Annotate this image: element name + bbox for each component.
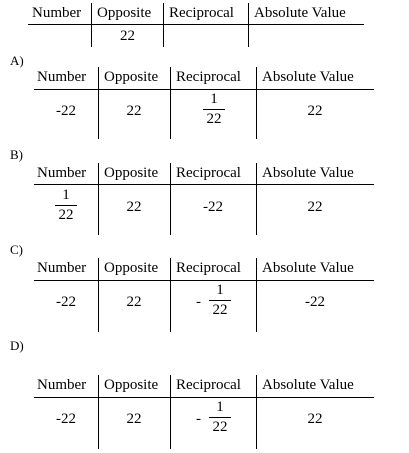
fraction-numerator: 1: [210, 91, 218, 107]
cell-reciprocal-fraction: [203, 282, 237, 319]
fraction-denominator: 22: [212, 302, 228, 318]
cell-absolute-value: 22: [307, 411, 323, 427]
fraction-denominator: 22: [58, 207, 74, 223]
option-label: B): [10, 147, 23, 162]
option-label: A): [10, 53, 24, 68]
cell-absolute-value: 22: [307, 103, 323, 119]
header-reciprocal: Reciprocal: [176, 165, 241, 181]
cell-reciprocal-fraction: [197, 91, 231, 128]
cell-absolute-value: 22: [307, 199, 323, 215]
column-divider: [170, 375, 171, 449]
header-absolute-value: Absolute Value: [254, 5, 346, 21]
cell-reciprocal: -22: [203, 199, 223, 215]
fraction-numerator: 1: [216, 399, 224, 415]
cell-reciprocal-fraction: [203, 399, 237, 436]
header-absolute-value: Absolute Value: [262, 165, 354, 181]
header-opposite: Opposite: [97, 5, 152, 21]
header-number: Number: [37, 165, 87, 181]
option-label: C): [10, 242, 23, 257]
header-number: Number: [37, 260, 87, 276]
column-divider: [248, 3, 249, 47]
fraction-denominator: 22: [212, 419, 228, 435]
header-rule: [34, 397, 374, 398]
header-absolute-value: Absolute Value: [262, 260, 354, 276]
header-number: Number: [37, 69, 87, 85]
header-opposite: Opposite: [104, 69, 159, 85]
fraction-bar: [209, 300, 231, 301]
fraction-bar: [203, 109, 225, 110]
cell-number: -22: [56, 294, 76, 310]
header-reciprocal: Reciprocal: [176, 69, 241, 85]
cell-opposite: 22: [126, 199, 142, 215]
option-label: D): [10, 338, 24, 353]
header-reciprocal: Reciprocal: [176, 260, 241, 276]
header-number: Number: [32, 5, 82, 21]
given-opposite: 22: [120, 28, 135, 44]
negative-sign: -: [196, 294, 201, 310]
fraction-bar: [209, 417, 231, 418]
cell-number: -22: [56, 411, 76, 427]
header-rule: [28, 24, 364, 25]
fraction-denominator: 22: [206, 111, 222, 127]
fraction-numerator: 1: [62, 187, 70, 203]
column-divider: [170, 67, 171, 139]
header-rule: [34, 89, 374, 90]
header-rule: [34, 184, 374, 185]
header-opposite: Opposite: [104, 260, 159, 276]
header-absolute-value: Absolute Value: [262, 377, 354, 393]
column-divider: [163, 3, 164, 47]
column-divider: [170, 258, 171, 332]
cell-opposite: 22: [126, 411, 142, 427]
header-reciprocal: Reciprocal: [176, 377, 241, 393]
fraction-numerator: 1: [216, 282, 224, 298]
header-opposite: Opposite: [104, 377, 159, 393]
cell-number-fraction: [49, 187, 83, 224]
negative-sign: -: [196, 411, 201, 427]
cell-absolute-value: -22: [305, 294, 325, 310]
header-absolute-value: Absolute Value: [262, 69, 354, 85]
fraction-bar: [55, 205, 77, 206]
header-rule: [34, 280, 374, 281]
header-number: Number: [37, 377, 87, 393]
cell-number: -22: [56, 103, 76, 119]
cell-opposite: 22: [126, 103, 142, 119]
header-reciprocal: Reciprocal: [169, 5, 234, 21]
cell-opposite: 22: [126, 294, 142, 310]
header-opposite: Opposite: [104, 165, 159, 181]
